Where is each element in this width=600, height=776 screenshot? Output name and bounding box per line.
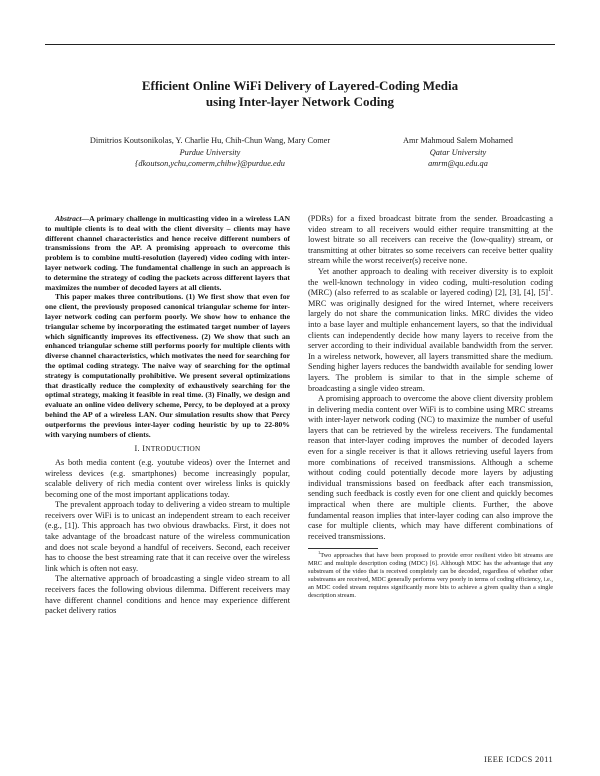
paper-title (45, 78, 555, 110)
author-block-qatar (378, 135, 538, 170)
author-names: Dimitrios Koutsonikolas, Y. Charlie Hu, Chih-Chun Wang, Mary Comer (89, 136, 331, 145)
footnote-rule (308, 548, 378, 549)
footnote: $^1$Two approaches that have been proposed to provide error resilient video bit streams are MRC and multiple description coding (MDC) [6]. Although MDC has the advantage that any substream of the video that is received completely can be decoded, regardless of whether other substreams are received, MDC generally performs very poorly in terms of coding efficiency, i.e., an MDC coded stream requires significantly more bits to achieve a given quality than a single description stream. (308, 550, 553, 600)
section-heading-introduction: I. INTRODUCTION (134, 444, 201, 454)
venue-label: IEEE ICDCS 2011 (484, 755, 553, 764)
body-paragraph: The prevalent approach today to delivering a video stream to multiple receivers over WiFi is to unicast an independent stream to each receiver (e.g., [1]). This approach has two obvious drawbacks. First, it does not take advantage of the broadcast nature of the wireless communication and does not scale beyond a handful of receivers. Second, each receiver has to choose the best streaming rate that it can receive over the wireless link which is often not easy. (45, 500, 290, 573)
footnote-number: 1 (318, 550, 321, 556)
body-paragraph: Yet another approach to dealing with receiver diversity is to exploit the well-known technology in video coding, multi-resolution coding (MRC) (also referred to as scalable or layered coding) [2], [3], [4], $[5]^1$. MRC was originally designed for the wired Internet, where receivers largely do not share the communication links. MRC divides the video into a base layer and multiple enhancement layers, so that the individual clients can independently decide how many layers to receive from the server according to their individual available bandwidth from the server. In a wireless network, however, all layers transmitted share the medium. Sending higher layers reduces the bandwidth available for sending lower layers. The problem is similar to that in the simple scheme of broadcasting a single video stream. (308, 266, 553, 393)
abstract-paragraph: This paper makes three contributions. (1) We first show that even for one client, the previously proposed canonical triangular scheme for inter-layer network coding can perform poorly. We show how to enhance the triangular scheme by incorporating the estimated target number of layers which significantly improves its effectiveness. (2) We show that such an enhanced triangular scheme still performs poorly for multiple clients with diverse channel characteristics, which motivates the need for searching for the optimal coding strategy. The naive way of searching for the optimal strategy is computationally prohibitive. We present several optimizations that drastically reduce the complexity of exhaustively searching for the optimal strategy, making it feasible in real time. (3) Finally, we design and evaluate an online video delivery scheme, Percy, to be deployed at a proxy behind the AP of a wireless LAN. Our simulation results show that Percy outperforms the previous inter-layer coding heuristic by up to 22-80% with varying numbers of clients. (45, 292, 290, 439)
abstract-label: Abstract (55, 214, 82, 223)
footnote-mark: 1 (548, 287, 551, 294)
abstract-paragraph: Abstract—A primary challenge in multicasting video in a wireless LAN to multiple clients is to deal with the client diversity – clients may have different channel characteristics and hence receive different numbers of transmissions from the AP. A promising approach to overcome this problem is to combine multi-resolution (layered) video coding with inter-layer network coding. The fundamental challenge in such an approach is to determine the strategy of coding the packets across different layers that maximizes the number of decoded layers at all clients. (45, 214, 290, 292)
author-email: amrm@qu.edu.qa (428, 159, 488, 168)
header-rule (45, 44, 555, 45)
author-email: {dkoutson,ychu,comerm,chihw}@purdue.edu (135, 159, 285, 168)
right-column (308, 214, 553, 600)
author-block-purdue (60, 135, 360, 170)
author-names: Amr Mahmoud Salem Mohamed (403, 136, 513, 145)
left-column (45, 214, 290, 617)
author-institution: Purdue University (179, 147, 241, 157)
abstract (45, 214, 290, 439)
body-paragraph: As both media content (e.g. youtube videos) over the Internet and wireless devices (e.g. smartphones) become increasingly popular, scalable delivery of rich media content over wireless links is quickly becoming one of the most important applications today. (45, 457, 290, 499)
body-paragraph: The alternative approach of broadcasting a single video stream to all receivers faces the following obvious dilemma. Different receivers may have different channel conditions and hence may experience different packet delivery ratios (45, 574, 290, 616)
paper-title-line-1: Efficient Online WiFi Delivery of Layered-Coding Media (141, 78, 459, 93)
body-paragraph: (PDRs) for a fixed broadcast bitrate from the sender. Broadcasting a video stream to all receivers would either require transmitting at the lowest bitrate so all receivers can receive the (low-quality) stream, or transmitting at other bitrates so some receivers can receive better quality stream while the worst receiver(s) receive none. (308, 214, 553, 266)
body-paragraph: A promising approach to overcome the above client diversity problem in delivering media content over WiFi is to combine using MRC streams with inter-layer network coding (NC) to maximize the number of useful layers that can be retrieved by the wireless receivers. The fundamental reason that inter-layer coding improves the number of decoded layers even for a single receiver is that it allows retrieving useful layers from more combinations of received transmissions. Although a scheme without coding could potentially decode more layers by adjusting individual transmissions based on feedback after each transmission, sending such feedback is costly even for one client and quickly becomes impractical when there are multiple clients. Further, the above fundamental reason implies that inter-layer coding can also improve the case for multiple clients, which may have different combinations of received transmissions. (308, 394, 553, 541)
paper-title-line-2: using Inter-layer Network Coding (205, 94, 395, 109)
author-institution: Qatar University (429, 147, 487, 157)
